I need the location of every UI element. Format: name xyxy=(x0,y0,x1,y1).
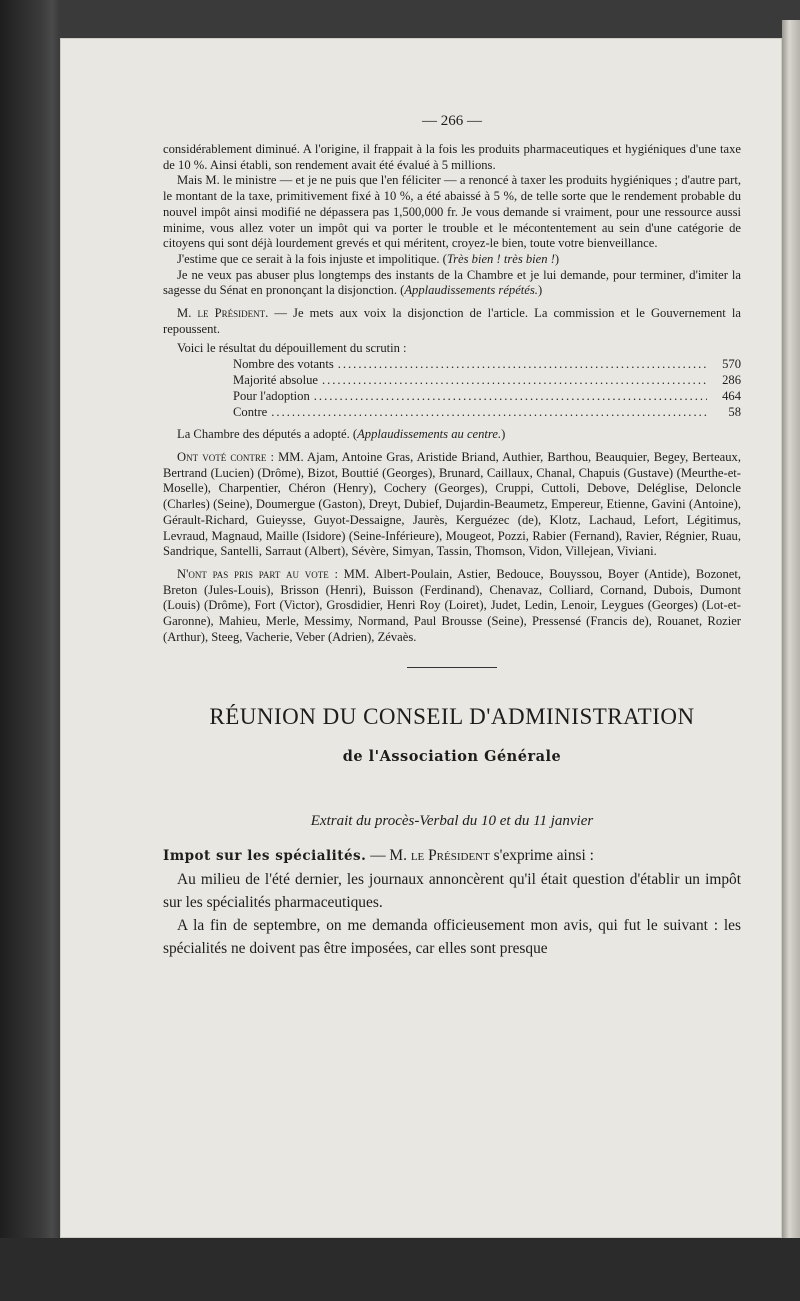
tally-row: Nombre des votants ..... 570 xyxy=(163,357,741,373)
tally-intro: Voici le résultat du dépouillement du scrutin : xyxy=(177,341,407,356)
scan-bottom-border xyxy=(0,1238,800,1301)
paragraph: J'estime que ce serait à la fois injuste et impolitique. (Très bien ! très bien !) xyxy=(177,251,560,266)
paragraph: Mais M. le ministre — et je ne puis que l'en féliciter — a renoncé à taxer les produits hygiéniques ; d'autre part, le montant de la taxe, primitivement fixé à 10 %, a été abaissé à 5 %, de telle sorte que le rendement probable du nouvel impôt ainsi modifié ne dépassera pas 1,500,000 fr. Je vous demande si vraiment, pour une ressource aussi minime, vous allez voter un impôt qui va porter le trouble et le mécontentement au sein d'une catégorie de citoyens qui sont déjà lourdement grevés et qui méritent, croyez-le bien, toute votre bienveillance. xyxy=(163,173,741,251)
speech-block xyxy=(163,142,741,645)
paragraph: considérablement diminué. A l'origine, il frappait à la fois les produits pharmaceutiques et hygiéniques d'une taxe de 10 %. Ainsi établi, son rendement avait été évalué à 5 millions. xyxy=(163,142,741,172)
section-divider xyxy=(407,667,497,668)
applause-note: Applaudissements répétés. xyxy=(404,283,538,298)
topic-title: Impot sur les spécialités. xyxy=(163,848,367,865)
abstained-list: N'ont pas pris part au vote : MM. Albert-Poulain, Astier, Bedouce, Bouyssou, Boyer (Antide), Bozonet, Breton (Jules-Louis), Brisson (Henri), Buisson (Ferdinand), Chenavaz, Colliard, Cornand, Dubois, Dumont (Louis) (Drôme), Fort (Victor), Grosdidier, Henri Roy (Loiret), Judet, Ledin, Lenoir, Leygues (Georges) (Lot-et-Garonne), Mahieu, Merle, Messimy, Normand, Paul Brousse (Seine), Pressensé (Francis de), Rouanet, Rozier (Arthur), Steeg, Vacherie, Veber (Adrien), Zévaès. xyxy=(163,566,741,644)
tally-row: Pour l'adoption ..... 464 xyxy=(163,389,741,405)
paragraph: Je ne veux pas abuser plus longtemps des instants de la Chambre et je lui demande, pour terminer, d'imiter la sagesse du Sénat en prononçant la disjonction. (Applaudissements répétés.) xyxy=(163,267,741,298)
list-label: Ont voté contre : xyxy=(177,450,274,465)
adoption-statement: La Chambre des députés a adopté. (Applaudissements au centre.) xyxy=(177,427,506,442)
section-heading: RÉUNION DU CONSEIL D'ADMINISTRATION xyxy=(209,704,695,730)
paragraph: Impot sur les spécialités. — M. le Président s'exprime ainsi : xyxy=(163,847,594,865)
extract-title: Extrait du procès-Verbal du 10 et du 11 janvier xyxy=(310,813,594,830)
paragraph: Au milieu de l'été dernier, les journaux annoncèrent qu'il était question d'établir un impôt sur les spécialités pharmaceutiques. xyxy=(163,871,741,912)
minutes-block xyxy=(163,844,741,960)
speaker-name: M. le Président. xyxy=(177,306,269,321)
vote-tally xyxy=(163,341,741,420)
page-content xyxy=(163,113,741,960)
tally-row: Contre ..... 58 xyxy=(163,405,741,421)
page-edge xyxy=(782,20,800,1260)
voted-against-list: Ont voté contre : MM. Ajam, Antoine Gras, Aristide Briand, Authier, Barthou, Beauquier, Begey, Berteaux, Bertrand (Lucien) (Drôme), Bizot, Bouttié (Georges), Brunard, Caillaux, Chanal, Chapuis (Gustave) (Meurthe-et-Moselle), Charpentier, Chéron (Henry), Cochery (Georges), Cruppi, Cuttoli, Debove, Deléglise, Deloncle (Charles) (Seine), Doumergue (Gaston), Dreyt, Dubief, Dujardin-Beaumetz, Empereur, Etienne, Gavini (Antoine), Gérault-Richard, Guieysse, Guyot-Dessaigne, Jaurès, Kerguézec (de), Klotz, Lachaud, Lefort, Légitimus, Levraud, Magnaud, Maille (Isidore) (Seine-Inférieure), Mougeot, Pozzi, Rabier (Fernand), Ravier, Régnier, Ruau, Sandrique, Santelli, Sarraut (Albert), Sévère, Simyan, Tassin, Thomson, Vidon, Villejean, Viviani. xyxy=(163,450,741,559)
section-subheading: de l'Association Générale xyxy=(342,748,562,766)
applause-note: Très bien ! très bien ! xyxy=(446,251,555,266)
tally-row: Majorité absolue ..... 286 xyxy=(163,373,741,389)
president-statement: M. le Président. — Je mets aux voix la disjonction de l'article. La commission et le Gouvernement la repoussent. xyxy=(163,306,742,336)
list-label: N'ont pas pris part au vote : xyxy=(177,566,338,581)
page-number: — 266 — xyxy=(422,113,482,129)
paragraph: A la fin de septembre, on me demanda officieusement mon avis, qui fut le suivant : les spécialités ne doivent pas être imposées, car elles sont presque xyxy=(163,917,741,958)
